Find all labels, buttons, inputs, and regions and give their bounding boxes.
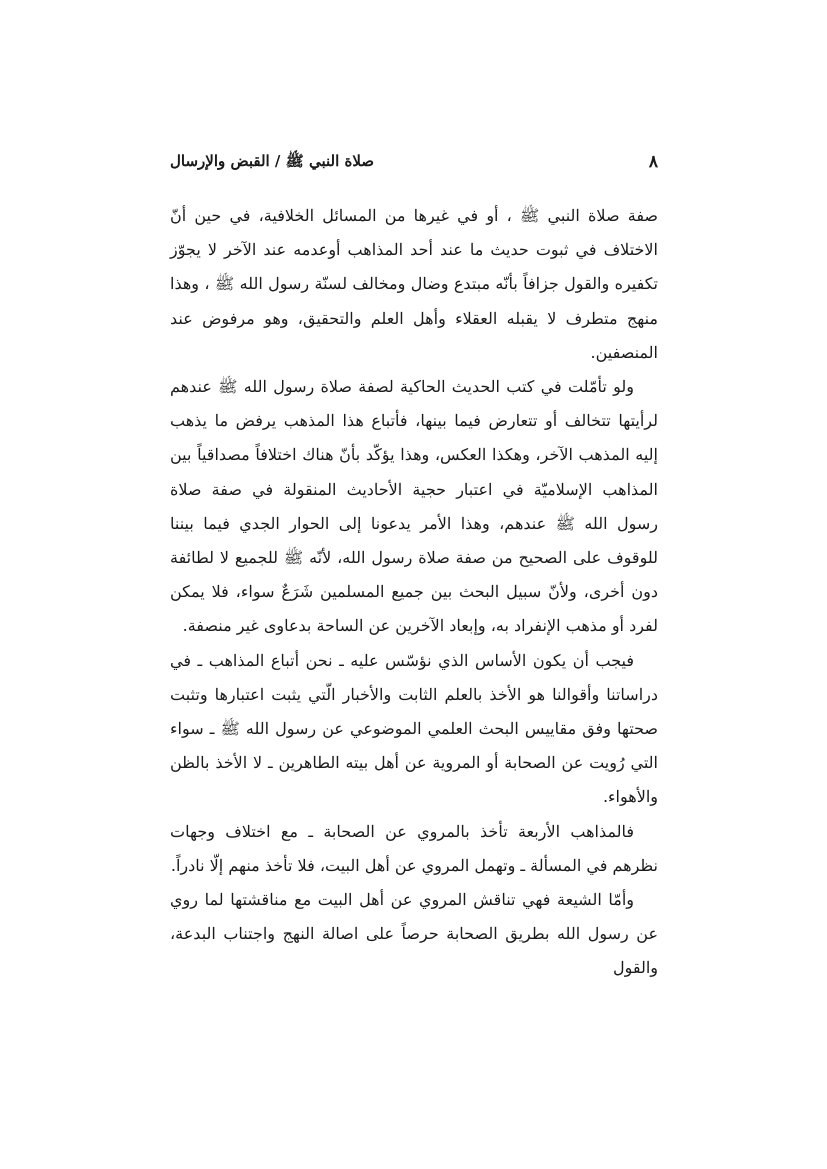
page-number: ٨ (648, 152, 658, 172)
paragraph-1: صفة صلاة النبي ﷺ ، أو في غيرها من المسائل الخلافية، في حين أنّ الاختلاف في ثبوت حديث ما عند أحد المذاهب أوعدمه عند الآخر لا يجوّز تكفيره والقول جزافاً بأنّه مبتدع وضال ومخالف لسنّة رسول الله ﷺ ، وهذا منهج متطرف لا يقبله العقلاء وأهل العلم والتحقيق، وهو مرفوض عند المنصفين. (170, 206, 659, 362)
paragraph-5: وأمّا الشيعة فهي تناقش المروي عن أهل البيت مع مناقشتها لما روي عن رسول الله بطريق الصحابة حرصاً على اصالة النهج واجتناب البدعة، والقول (170, 890, 659, 978)
paragraph-4: فالمذاهب الأربعة تأخذ بالمروي عن الصحابة ـ مع اختلاف وجهات نظرهم في المسألة ـ وتهمل المروي عن أهل البيت، فلا تأخذ منهم إلّا نادراً. (170, 821, 658, 875)
paragraph-3: فيجب أن يكون الأساس الذي نؤسّس عليه ـ نحن أتباع المذاهب ـ في دراساتنا وأقوالنا هو الأخذ بالعلم الثابت والأخبار الّتي يثبت اعتبارها وتثبت صحتها وفق مقاييس البحث العلمي الموضوعي عن رسول الله ﷺ ـ سواء التي رُويت عن الصحابة أو المروية عن أهل بيته الطاهرين ـ لا الأخذ بالظن والأهواء. (170, 650, 658, 807)
header-title: صلاة النبي ﷺ / القبض والإرسال (170, 152, 375, 170)
running-header (170, 150, 658, 180)
body-text (170, 199, 658, 986)
paragraph-2: ولو تأمّلت في كتب الحديث الحاكية لصفة صلاة رسول الله ﷺ عندهم لرأيتها تتخالف أو تتعارض فيما بينها، فأتباع هذا المذهب يرفض ما يذهب إليه المذهب الآخر، وهكذا العكس، وهذا يؤكّد بأنّ هناك اختلافاً مصداقياً بين المذاهب الإسلاميّة في اعتبار حجية الأحاديث المنقولة في صفة صلاة رسول الله ﷺ عندهم، وهذا الأمر يدعونا إلى الحوار الجدي فيما بيننا للوقوف على الصحيح من صفة صلاة رسول الله، لأنّه ﷺ للجميع لا لطائفة دون أخرى، ولأنّ سبيل البحث بين جميع المسلمين شَرَعٌ سواء، فلا يمكن لفرد أو مذهب الإنفراد به، وإبعاد الآخرين عن الساحة بدعاوى غير منصفة. (170, 377, 659, 636)
